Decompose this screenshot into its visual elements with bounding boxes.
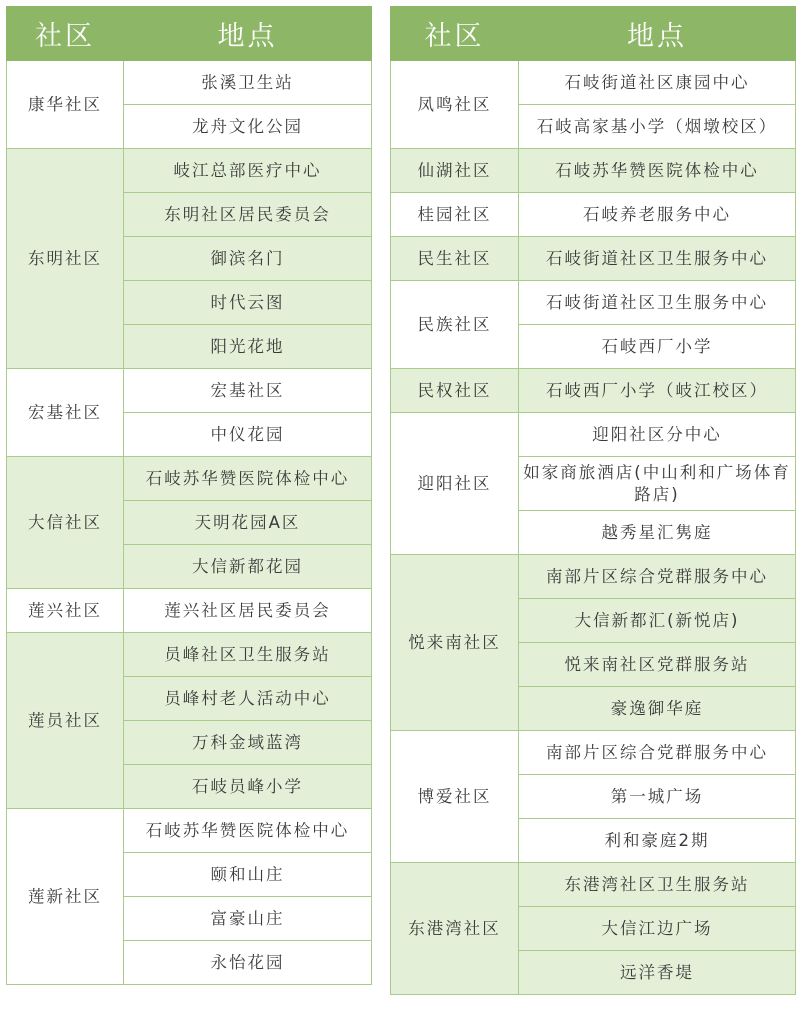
table-row (391, 281, 796, 325)
location-cell: 第一城广场 (519, 775, 796, 819)
location-cell: 永怡花园 (124, 941, 372, 985)
community-cell: 博爱社区 (391, 731, 519, 863)
table-row (391, 863, 796, 907)
location-cell: 龙舟文化公园 (124, 105, 372, 149)
location-cell: 石岐街道社区康园中心 (519, 61, 796, 105)
community-cell: 民权社区 (391, 369, 519, 413)
location-cell: 大信江边广场 (519, 907, 796, 951)
table-row (7, 369, 372, 413)
location-cell: 石岐街道社区卫生服务中心 (519, 281, 796, 325)
location-column-header: 地点 (519, 7, 796, 61)
location-cell: 石岐苏华赞医院体检中心 (124, 809, 372, 853)
table-row (7, 589, 372, 633)
location-cell: 御滨名门 (124, 237, 372, 281)
location-cell: 大信新都花园 (124, 545, 372, 589)
left-table-body (7, 61, 372, 985)
community-cell: 大信社区 (7, 457, 124, 589)
location-cell: 悦来南社区党群服务站 (519, 643, 796, 687)
location-cell: 岐江总部医疗中心 (124, 149, 372, 193)
table-row (7, 809, 372, 853)
location-cell: 天明花园A区 (124, 501, 372, 545)
location-cell: 石岐养老服务中心 (519, 193, 796, 237)
community-cell: 悦来南社区 (391, 555, 519, 731)
community-cell: 仙湖社区 (391, 149, 519, 193)
community-cell: 桂园社区 (391, 193, 519, 237)
location-cell: 如家商旅酒店(中山利和广场体育路店) (519, 457, 796, 511)
left-table-panel (6, 6, 372, 985)
location-cell: 颐和山庄 (124, 853, 372, 897)
community-column-header: 社区 (391, 7, 519, 61)
location-cell: 豪逸御华庭 (519, 687, 796, 731)
location-cell: 宏基社区 (124, 369, 372, 413)
table-row (391, 61, 796, 105)
community-cell: 康华社区 (7, 61, 124, 149)
location-cell: 石岐苏华赞医院体检中心 (519, 149, 796, 193)
table-row (391, 731, 796, 775)
community-column-header: 社区 (7, 7, 124, 61)
site-table-right (390, 6, 796, 995)
table-row (7, 633, 372, 677)
location-cell: 越秀星汇隽庭 (519, 511, 796, 555)
location-cell: 阳光花地 (124, 325, 372, 369)
table-row (7, 61, 372, 105)
table-header-row (391, 7, 796, 61)
location-cell: 石岐员峰小学 (124, 765, 372, 809)
location-cell: 石岐街道社区卫生服务中心 (519, 237, 796, 281)
community-cell: 莲员社区 (7, 633, 124, 809)
location-cell: 张溪卫生站 (124, 61, 372, 105)
table-row (391, 237, 796, 281)
table-row (391, 555, 796, 599)
location-cell: 富豪山庄 (124, 897, 372, 941)
location-cell: 石岐西厂小学 (519, 325, 796, 369)
table-row (391, 413, 796, 457)
right-table-body (391, 61, 796, 995)
location-cell: 莲兴社区居民委员会 (124, 589, 372, 633)
community-cell: 莲兴社区 (7, 589, 124, 633)
community-cell: 民生社区 (391, 237, 519, 281)
location-cell: 石岐高家基小学（烟墩校区） (519, 105, 796, 149)
location-cell: 远洋香堤 (519, 951, 796, 995)
location-cell: 员峰村老人活动中心 (124, 677, 372, 721)
location-cell: 石岐西厂小学（岐江校区） (519, 369, 796, 413)
table-row (7, 457, 372, 501)
location-cell: 东港湾社区卫生服务站 (519, 863, 796, 907)
community-cell: 东明社区 (7, 149, 124, 369)
location-cell: 万科金域蓝湾 (124, 721, 372, 765)
location-column-header: 地点 (124, 7, 372, 61)
location-cell: 时代云图 (124, 281, 372, 325)
community-cell: 民族社区 (391, 281, 519, 369)
site-table-left (6, 6, 372, 985)
location-cell: 中仪花园 (124, 413, 372, 457)
community-cell: 迎阳社区 (391, 413, 519, 555)
table-row (391, 193, 796, 237)
location-cell: 南部片区综合党群服务中心 (519, 731, 796, 775)
location-cell: 石岐苏华赞医院体检中心 (124, 457, 372, 501)
location-cell: 利和豪庭2期 (519, 819, 796, 863)
table-row (391, 369, 796, 413)
community-cell: 东港湾社区 (391, 863, 519, 995)
community-cell: 凤鸣社区 (391, 61, 519, 149)
table-row (7, 149, 372, 193)
location-cell: 东明社区居民委员会 (124, 193, 372, 237)
table-row (391, 149, 796, 193)
right-table-panel (390, 6, 796, 995)
location-cell: 员峰社区卫生服务站 (124, 633, 372, 677)
location-cell: 迎阳社区分中心 (519, 413, 796, 457)
location-cell: 大信新都汇(新悦店) (519, 599, 796, 643)
community-cell: 莲新社区 (7, 809, 124, 985)
community-cell: 宏基社区 (7, 369, 124, 457)
table-header-row (7, 7, 372, 61)
location-cell: 南部片区综合党群服务中心 (519, 555, 796, 599)
